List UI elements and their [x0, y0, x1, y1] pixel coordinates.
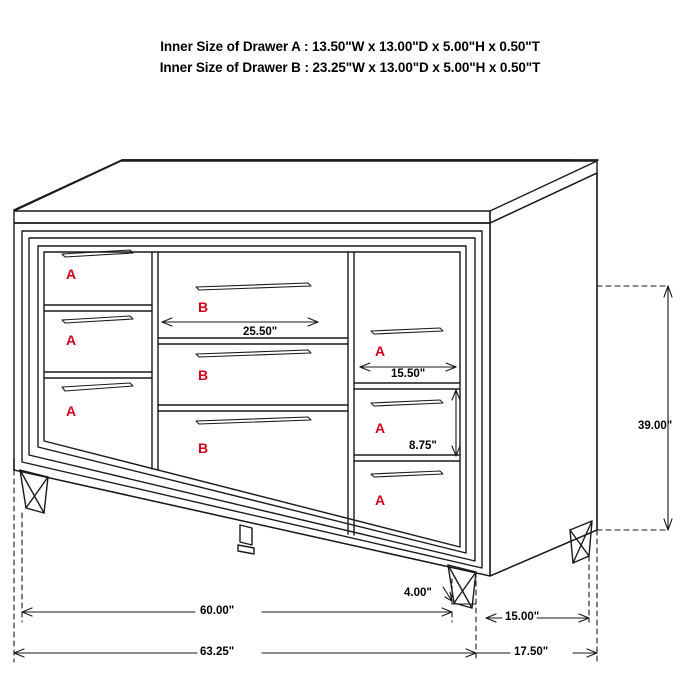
- dimension-front-width: 60.00": [200, 605, 235, 617]
- dimension-width-b-drawer: 25.50": [243, 326, 278, 338]
- dimension-side-depth: 15.00": [505, 611, 540, 623]
- dimension-drawer-height: 8.75": [409, 440, 437, 452]
- drawer-label-b3: B: [198, 440, 209, 456]
- dimension-total-height: 39.00": [638, 420, 673, 432]
- drawer-label-a5: A: [375, 420, 386, 436]
- header-line-drawer-b: Inner Size of Drawer B : 23.25"W x 13.00"D x 5.00"H x 0.50"T: [159, 60, 541, 75]
- drawer-label-b1: B: [198, 299, 209, 315]
- dimension-overall-depth: 17.50": [514, 646, 549, 658]
- drawer-label-a3: A: [66, 403, 77, 419]
- dimension-overall-width: 63.25": [200, 646, 235, 658]
- header-line-drawer-a: Inner Size of Drawer A : 13.50"W x 13.00"D x 5.00"H x 0.50"T: [160, 39, 540, 54]
- drawer-label-b2: B: [198, 367, 209, 383]
- dimension-width-a-drawer: 15.50": [391, 368, 426, 380]
- dimension-leg-height: 4.00": [404, 587, 432, 599]
- drawer-label-a6: A: [375, 492, 386, 508]
- drawer-label-a4: A: [375, 343, 386, 359]
- drawer-label-a1: A: [66, 266, 77, 282]
- drawer-label-a2: A: [66, 332, 77, 348]
